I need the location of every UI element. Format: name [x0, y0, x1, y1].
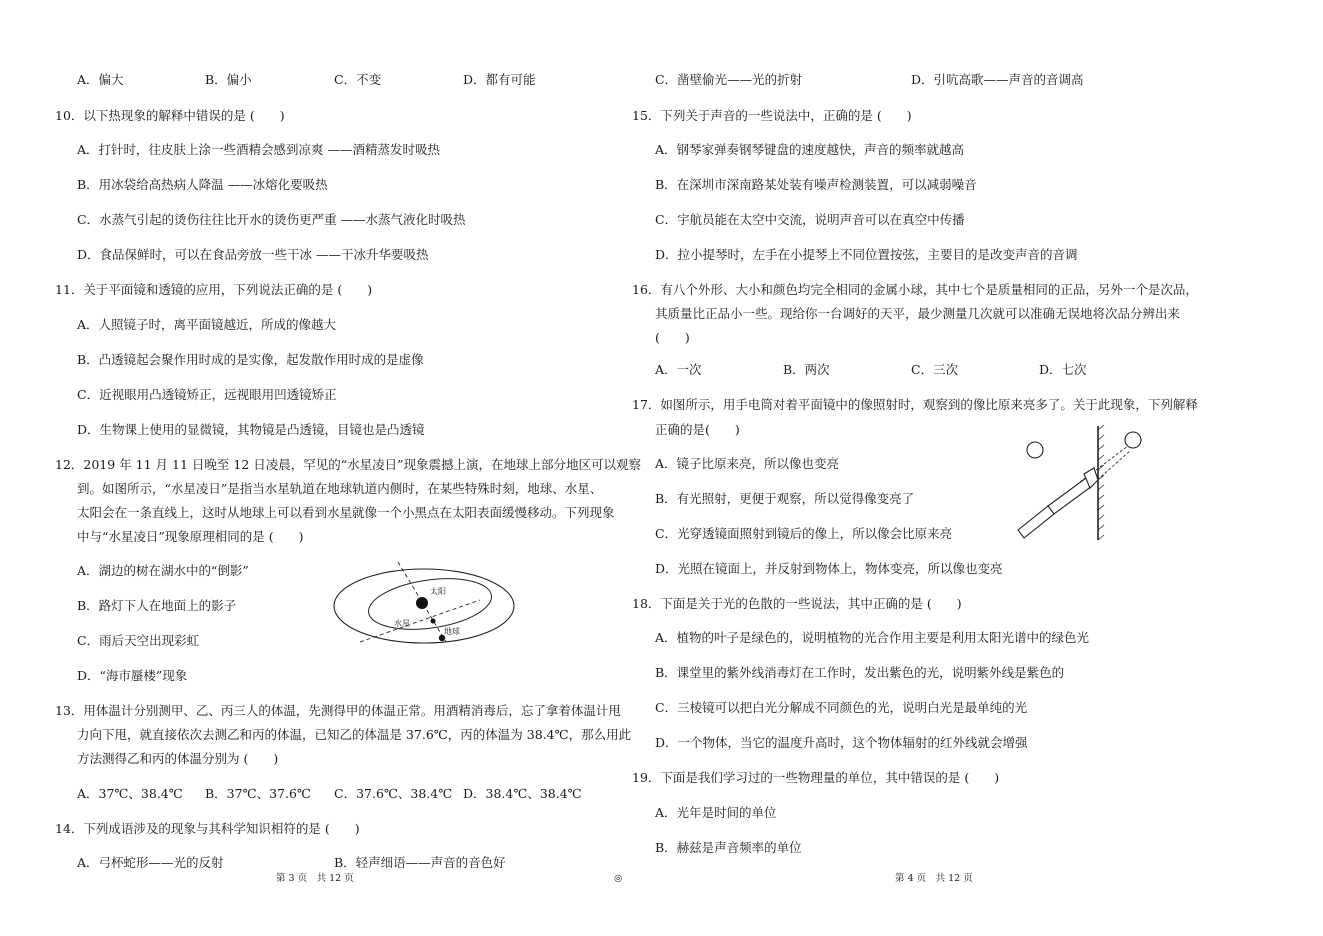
q10-option-d: D．食品保鲜时，可以在食品旁放一些干冰 ——干冰升华要吸热: [77, 247, 429, 262]
flashlight-mirror-figure: [1010, 422, 1150, 547]
q14-option-b: B．轻声细语——声音的音色好: [334, 855, 506, 870]
q12-stem-line-3: 太阳会在一条直线上，这时从地球上可以看到水星就像一个小黑点在太阳表面缓慢移动。下列现象: [77, 505, 615, 520]
mirror-hatching: [1098, 425, 1104, 540]
mercury-transit-figure: [330, 560, 520, 655]
q17-stem-line-1: 17．如图所示，用手电筒对着平面镜中的像照射时，观察到的像比原来亮多了。关于此现象，下列解释: [632, 397, 1198, 412]
q13-stem-line-2: 力向下甩，就直接依次去测乙和丙的体温，已知乙的体温是 37.6℃，丙的体温为 38.4℃，那么用此: [77, 727, 632, 742]
left-page-footer: 第 3 页 共 12 页: [276, 873, 354, 884]
flashlight: [1018, 468, 1098, 538]
q9-option-d: D．都有可能: [463, 72, 536, 87]
q15-option-c: C．宇航员能在太空中交流，说明声音可以在真空中传播: [655, 212, 965, 227]
q13-stem-line-3: 方法测得乙和丙的体温分别为 ( ): [77, 751, 279, 766]
q16-option-a: A．一次: [655, 362, 702, 377]
image-ball: [1125, 432, 1141, 448]
q12-stem-line-4: 中与“水星凌日”现象原理相同的是 ( ): [77, 529, 304, 544]
q16-option-d: D．七次: [1039, 362, 1087, 377]
q10-option-b: B．用冰袋给高热病人降温 ——冰熔化要吸热: [77, 177, 328, 192]
q19-stem: 19．下面是我们学习过的一些物理量的单位，其中错误的是 ( ): [632, 770, 1000, 785]
q12-option-c: C．雨后天空出现彩虹: [77, 633, 200, 648]
q12-option-b: B．路灯下人在地面上的影子: [77, 598, 237, 613]
mercury-label: 水星: [394, 619, 410, 628]
q13-option-c: C．37.6℃、38.4℃: [334, 786, 453, 801]
q13-stem-line-1: 13．用体温计分别测甲、乙、丙三人的体温，先测得甲的体温正常。用酒精消毒后，忘了拿着体温计甩: [55, 703, 621, 718]
q12-stem-line-2: 到。如图所示，“水星凌日”是指当水星轨道在地球轨道内侧时，在某些特殊时刻，地球、水星、: [77, 481, 603, 496]
q10-option-c: C．水蒸气引起的烫伤往往比开水的烫伤更严重 ——水蒸气液化时吸热: [77, 212, 466, 227]
right-page-footer: 第 4 页 共 12 页: [895, 873, 973, 884]
object-ball: [1027, 442, 1043, 458]
earth-label: 地球: [444, 627, 460, 636]
q11-stem: 11．关于平面镜和透镜的应用，下列说法正确的是 ( ): [55, 282, 373, 297]
q10-stem: 10．以下热现象的解释中错误的是 ( ): [55, 108, 285, 123]
q11-option-c: C．近视眼用凸透镜矫正，远视眼用凹透镜矫正: [77, 387, 337, 402]
q13-option-b: B．37℃、37.6℃: [205, 786, 311, 801]
q9-option-c: C．不变: [334, 72, 382, 87]
q12-stem-line-1: 12．2019 年 11 月 11 日晚至 12 日凌晨，罕见的“水星凌日”现象震撼上演，在地球上部分地区可以观察: [55, 457, 642, 472]
q15-stem: 15．下列关于声音的一些说法中，正确的是 ( ): [632, 108, 912, 123]
q14-option-c: C．凿壁偷光——光的折射: [655, 72, 803, 87]
q13-option-a: A．37℃、38.4℃: [77, 786, 183, 801]
q11-option-a: A．人照镜子时，离平面镜越近，所成的像越大: [77, 317, 337, 332]
q17-option-b: B．有光照射，更便于观察，所以觉得像变亮了: [655, 491, 915, 506]
q18-option-a: A．植物的叶子是绿色的，说明植物的光合作用主要是利用太阳光谱中的绿色光: [655, 630, 1090, 645]
q18-option-c: C．三棱镜可以把白光分解成不同颜色的光，说明白光是最单纯的光: [655, 700, 1028, 715]
q10-option-a: A．打针时，往皮肤上涂一些酒精会感到凉爽 ——酒精蒸发时吸热: [77, 142, 441, 157]
q18-stem: 18．下面是关于光的色散的一些说法，其中正确的是 ( ): [632, 596, 962, 611]
q9-option-a: A．偏大: [77, 72, 124, 87]
q17-option-d: D．光照在镜面上，并反射到物体上，物体变亮，所以像也变亮: [655, 561, 1003, 576]
q18-option-b: B．课堂里的紫外线消毒灯在工作时，发出紫色的光，说明紫外线是紫色的: [655, 665, 1065, 680]
q16-stem-line-3: ( ): [655, 330, 690, 345]
sun-label: 太阳: [430, 587, 446, 596]
q11-option-b: B．凸透镜起会聚作用时成的是实像，起发散作用时成的是虚像: [77, 352, 424, 367]
q17-option-a: A．镜子比原来亮，所以像也变亮: [655, 456, 840, 471]
q17-stem-line-2: 正确的是( ): [655, 422, 740, 437]
q15-option-a: A．钢琴家弹奏钢琴键盘的速度越快，声音的频率就越高: [655, 142, 965, 157]
q19-option-a: A．光年是时间的单位: [655, 805, 777, 820]
sun-marker: [416, 597, 428, 609]
q11-option-d: D．生物课上使用的显微镜，其物镜是凸透镜，目镜也是凸透镜: [77, 422, 425, 437]
q15-option-b: B．在深圳市深南路某处装有噪声检测装置，可以减弱噪音: [655, 177, 977, 192]
q16-option-b: B．两次: [783, 362, 830, 377]
q14-stem: 14．下列成语涉及的现象与其科学知识相符的是 ( ): [55, 821, 360, 836]
q9-option-b: B．偏小: [205, 72, 252, 87]
q14-option-a: A．弓杯蛇形——光的反射: [77, 855, 224, 870]
center-binding-mark: ◎: [614, 873, 623, 884]
mercury-marker: [431, 619, 436, 624]
q16-option-c: C．三次: [911, 362, 959, 377]
q12-option-d: D．“海市蜃楼”现象: [77, 668, 188, 683]
q18-option-d: D．一个物体，当它的温度升高时，这个物体辐射的红外线就会增强: [655, 735, 1028, 750]
q13-option-d: D．38.4℃、38.4℃: [463, 786, 582, 801]
q17-option-c: C．光穿透镜面照射到镜后的像上，所以像会比原来亮: [655, 526, 953, 541]
mercury-orbit: [365, 572, 494, 637]
q16-stem-line-2: 其质量比正品小一些。现给你一台调好的天平，最少测量几次就可以准确无误地将次品分辨出来: [655, 306, 1181, 321]
q16-stem-line-1: 16．有八个外形、大小和颜色均完全相同的金属小球，其中七个是质量相同的正品，另外一个是次品，: [632, 282, 1198, 297]
q15-option-d: D．拉小提琴时，左手在小提琴上不同位置按弦，主要目的是改变声音的音调: [655, 247, 1078, 262]
q19-option-b: B．赫兹是声音频率的单位: [655, 840, 802, 855]
q12-option-a: A．湖边的树在湖水中的“倒影”: [77, 563, 249, 578]
q14-option-d: D．引吭高歌——声音的音调高: [911, 72, 1084, 87]
